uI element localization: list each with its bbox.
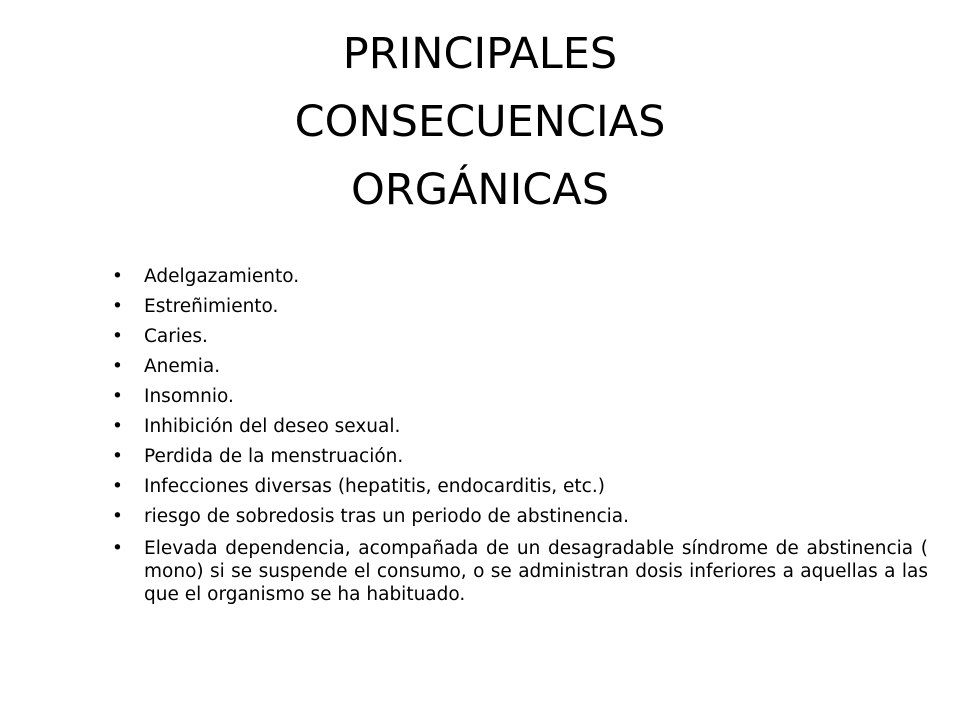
- list-item: [112, 442, 928, 472]
- bullet-icon: •: [112, 506, 123, 527]
- bullet-list: [112, 262, 928, 606]
- list-item-text: Inhibición del deseo sexual.: [144, 416, 401, 437]
- list-item-text: Anemia.: [144, 356, 221, 377]
- list-item: [112, 382, 928, 412]
- list-item-text: Adelgazamiento.: [144, 266, 300, 287]
- list-item-text: Elevada dependencia, acompañada de un desagradable síndrome de abstinencia ( mono) si se suspende el consumo, o se administran dosis inferiores a aquellas a las que el organismo se ha habituado.: [144, 538, 928, 605]
- list-item-text: Caries.: [144, 326, 208, 347]
- bullet-icon: •: [112, 266, 123, 287]
- bullet-icon: •: [112, 326, 123, 347]
- bullet-icon: •: [112, 476, 123, 497]
- list-item-text: Perdida de la menstruación.: [144, 446, 404, 467]
- list-item-text: Estreñimiento.: [144, 296, 279, 317]
- bullet-icon: •: [112, 446, 123, 467]
- list-item: [112, 352, 928, 382]
- list-item-text: Infecciones diversas (hepatitis, endocarditis, etc.): [144, 476, 605, 497]
- title-line-3: ORGÁNICAS: [350, 165, 610, 215]
- list-item-text: Insomnio.: [144, 386, 234, 407]
- title-line-2: CONSECUENCIAS: [294, 97, 666, 147]
- list-item: [112, 412, 928, 442]
- slide-title: [80, 20, 880, 224]
- bullet-icon: •: [112, 538, 123, 559]
- list-item: [112, 532, 928, 606]
- list-item: [112, 472, 928, 502]
- bullet-icon: •: [112, 386, 123, 407]
- title-line-1: PRINCIPALES: [342, 29, 618, 79]
- bullet-icon: •: [112, 356, 123, 377]
- list-item-text: riesgo de sobredosis tras un periodo de abstinencia.: [144, 506, 630, 527]
- bullet-icon: •: [112, 416, 123, 437]
- list-item: [112, 262, 928, 292]
- list-item: [112, 292, 928, 322]
- list-item: [112, 502, 928, 532]
- list-item: [112, 322, 928, 352]
- bullet-icon: •: [112, 296, 123, 317]
